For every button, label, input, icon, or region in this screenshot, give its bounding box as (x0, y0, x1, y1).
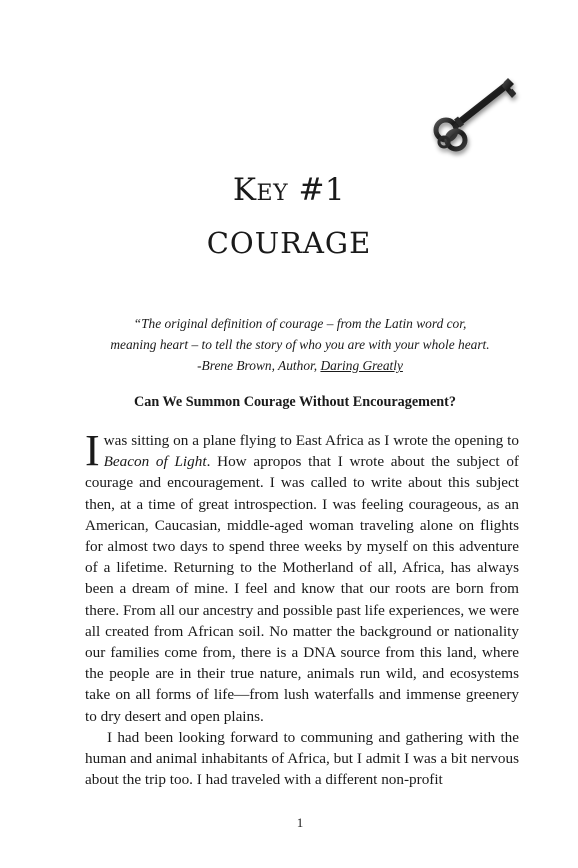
epigraph-book-title: Daring Greatly (320, 358, 403, 373)
page-number: 1 (296, 815, 304, 830)
body-text (85, 426, 519, 790)
paragraph: I had been looking forward to communing and gathering with the human and animal inhabitants of Africa, but I admit I was a bit nervous about the trip too. I had traveled with a different non-profit (85, 728, 519, 789)
epigraph-text: “The original definition of courage – from the Latin word cor, meaning heart – to tell the story of who you are with your whole heart. -Brene Brown, Author, (110, 316, 490, 373)
epigraph-quote (110, 313, 490, 376)
drop-cap: I (85, 426, 100, 475)
paragraph-text: . How apropos that I wrote about the subject of courage and encouragement. I was called to write about this subject then, at a time of great introspection. I was feeling courageous, as an American, Caucasian, middle-aged woman traveling alone on flights for almost two days to spend three weeks by myself on this adventure of a lifetime. Returning to the Motherland of all, Africa, has always been a dream of mine. I feel and know that our roots are born from there. From all our ancestry and possible past life experiences, we were all created from African soil. No matter the background or nationality our families come from, there is a DNA source from this land, where the people are in their true nature, animals run wild, and ecosystems take on all forms of life—from lush waterfalls and immense greenery to dry desert and open plains. (85, 453, 519, 725)
paragraph (85, 426, 519, 727)
section-heading: Can We Summon Courage Without Encouragement? (133, 394, 456, 410)
skeleton-key-icon (430, 70, 530, 160)
chapter-title: COURAGE (206, 226, 372, 260)
paragraph-intro: was sitting on a plane flying to East Africa as I wrote the opening to (103, 432, 519, 449)
chapter-number: Key #1 (232, 172, 346, 208)
book-title: Beacon of Light (103, 453, 207, 471)
